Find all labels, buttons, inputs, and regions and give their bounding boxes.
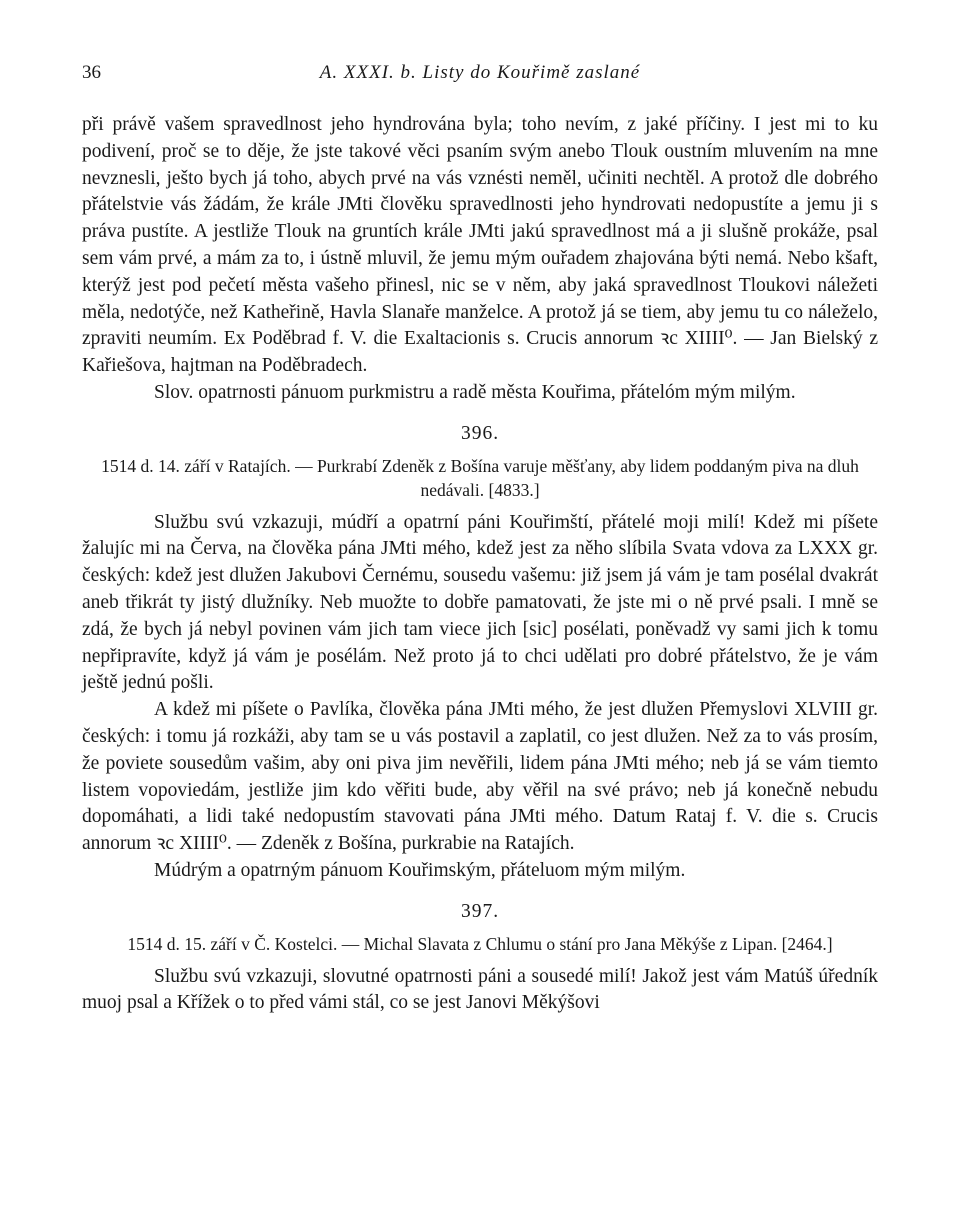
letter-395-address: Slov. opatrnosti pánuom purkmistru a radě města Kouřima, přátelóm mým milým.: [154, 381, 796, 403]
entry-396-address: Múdrým a opatrným pánuom Kouřimským, přáteluom mým milým.: [154, 859, 686, 881]
entry-397-number: 397.: [460, 900, 500, 922]
entry-396-regest: 1514 d. 14. září v Ratajích. — Purkrabí Zdeněk z Bošína varuje měšťany, aby lidem poddaným piva na dluh nedávali. [4833.]: [101, 455, 859, 500]
page-number: 36: [82, 62, 101, 83]
page-header: [82, 62, 878, 86]
entry-397-regest: 1514 d. 15. září v Č. Kostelci. — Michal Slavata z Chlumu o stání pro Jana Měkýše z Lipan. [2464.]: [127, 933, 833, 954]
entry-396-paragraph-2: A kdež mi píšete o Pavlíka, člověka pána JMti mého, že jest dlužen Přemyslovi XLVIII gr. českých: i tomu já rozkáži, aby tam se u vás postavil a zaplatil, co jest dlužen. Než za to vás prosím, že poviete sousedům vašim, aby oni piva jim nevěřili, lidem pána JMti mého; neb já se vám tiemto listem vopoviedám, jestliže jim kdo věřiti bude, aby věřil na své právo; neb já konečně nebudu dopomáhati, a lidi také nedopustím stavovati pána JMti mého. Datum Rataj f. V. die s. Crucis annorum ꝛc XIIII⁰. — Zdeněk z Bošína, purkrabie na Ratajích.: [82, 699, 878, 855]
letter-395-text: při právě vašem spravedlnost jeho hyndrována byla; toho nevím, z jaké příčiny. I jest mi to ku podivení, proč se to děje, že jste takové věci psaním svým anebo Tlouk oustním mluvením na mne nevznesli, ješto bych já toho, abych prvé na vás vznésti neměl, učiniti nechtěl. A protož dle dobrého přátelstvie vás žádám, že krále JMti člověku spravedlnosti jeho hyndrovati nedopustíte a jemu ji s práva pustíte. A jestliže Tlouk na gruntích krále JMti jakú spravedlnost má a ji slušně prokáže, psal sem vám prvé, a mám za to, i ústně mluvil, že jemu mým ouřadem zhajována býti nemá. Nebo kšaft, kterýž jest pod pečetí města vašeho přinesl, nic se v něm, aby jaká spravedlnost Tloukovi náležeti měla, nedotýče, než Katheřině, Havla Slanaře manželce. A protož já se tiem, aby jemu tu co náleželo, zpraviti neumím. Ex Poděbrad f. V. die Exaltacionis s. Crucis annorum ꝛc XIIII⁰. — Jan Bielský z Kařiešova, hajtman na Poděbradech.: [82, 114, 878, 377]
entry-396-paragraph-1: Službu svú vzkazuji, múdří a opatrní páni Kouřimští, přátelé moji milí! Kdež mi píšete žalujíc mi na Červa, na člověka pána JMti mého, kdež jest za něho slíbila Svata vdova za LXXX gr. českých: kdež jest dlužen Jakubovi Černému, sousedu vašemu: již jsem já vám je tam posélal dvakrát aneb třikrát ty jistý dlužníky. Neb muožte to dobře pamatovati, že jste mi o ně prvé psali. I mně se zdá, že bych já nebyl povinen vám jich tam viece jich [sic] posélati, poněvadž vy sami jich k tomu nepřipravíte, když já vám je posélám. Než proto já to chci udělati pro dobré přátelstvo, že je vám ještě jednú pošli.: [82, 511, 878, 694]
entry-396-number: 396.: [460, 422, 500, 444]
running-title: A. XXXI. b. Listy do Kouřimě zaslané: [319, 62, 641, 83]
page-body: [82, 112, 878, 1017]
entry-397-paragraph-1: Službu svú vzkazuji, slovutné opatrnosti páni a sousedé milí! Jakož jest vám Matúš úředník muoj psal a Křížek o to před vámi stál, co se jest Janovi Měkýšovi: [82, 965, 878, 1014]
